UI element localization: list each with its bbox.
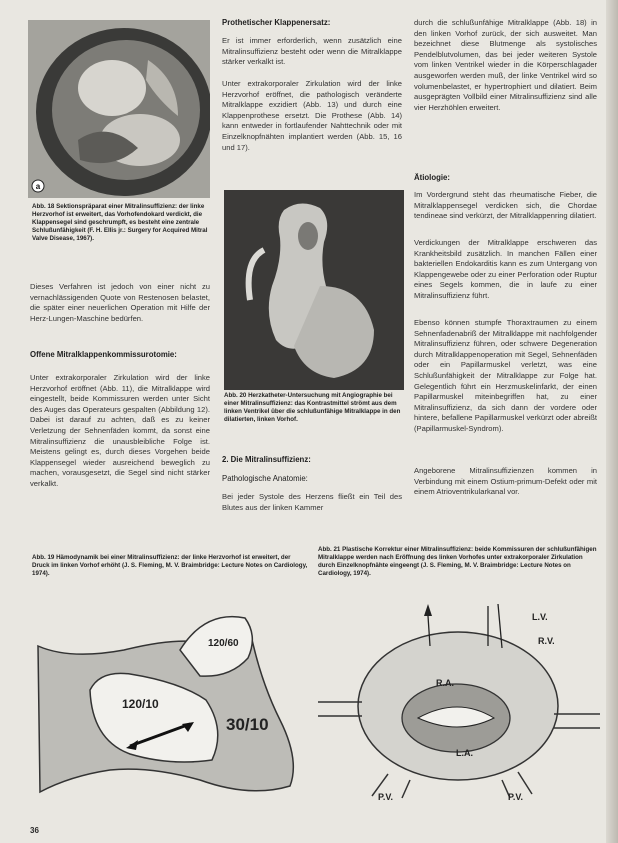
fig21-label-rv: R.V. xyxy=(538,636,555,646)
col2-paragraph-1: Er ist immer erforderlich, wenn zusätzlich eine Mitralinsuffizienz besteht oder wenn die Mitralklappe stärker verkalkt ist. xyxy=(222,36,402,67)
col3-paragraph-1: durch die schlußunfähige Mitralklappe (Abb. 18) in den linken Vorhof zurück, der sich ausweitet. Man bezeichnet diese Blutmenge als systolisches Pendelblutvolumen, das bei jeder weiteren Systole vom linken Ventrikel wieder in die Körperschlagader ausgeworfen werden muß, der linke Ventrikel wird so volumenbelastet, er hypertrophiert und dilatiert. Beim ausgeprägten Vollbild einer Mitralinsuffizienz sind alle vier Herzhöhlen erweitert. xyxy=(414,18,597,112)
col3-paragraph-5: Angeborene Mitralinsuffizienzen kommen in Verbindung mit einem Ostium-primum-Defekt oder mit einem Atrioventrikularkanal vor. xyxy=(414,466,597,497)
fig21-label-la: L.A. xyxy=(456,748,473,758)
fig19-diagram xyxy=(30,590,315,805)
page-number: 36 xyxy=(30,826,39,835)
mitral-repair-diagram xyxy=(318,586,604,808)
fig21-label-lv: L.V. xyxy=(532,612,548,622)
svg-text:a: a xyxy=(35,182,41,191)
fig19-label-pressure: 30/10 xyxy=(226,715,269,734)
col3-paragraph-3: Verdickungen der Mitralklappe erschweren das Krankheitsbild zusätzlich. In manchen Fällen einer bakteriellen Endokarditis kann es zum Untergang von Klappengewebe oder zu einer Perforation oder Ruptur eines Segels kommen, die in laufe zu einer Mitralinsuffizienz führt. xyxy=(414,238,597,300)
col2-paragraph-2: Unter extrakorporaler Zirkulation wird der linke Herzvorhof eröffnet, die pathologisch veränderte Mitralklappe exzidiert (Abb. 13) und durch eine Klappenprothese ersetzt. Die Prothese (Abb. 14) kann entweder in fortlaufender Nahttechnik oder mit Einzelknopfnähten implantiert werden (Abb. 15, 16 und 17). xyxy=(222,79,402,152)
col1-paragraph-1: Dieses Verfahren ist jedoch von einer nicht zu vernachlässigenden Quote von Restenosen belastet, die später einer neuerlichen Operation mit Hilfe der Herz-Lungen-Maschine bedürfen. xyxy=(30,282,210,323)
hemodynamics-diagram xyxy=(30,590,315,805)
fig20-angiogram xyxy=(224,190,404,390)
fig19-label-atrium: 120/60 xyxy=(208,638,239,649)
fig19-caption: Abb. 19 Hämodynamik bei einer Mitralinsuffizienz: der linke Herzvorhof ist erweitert, der Druck im linken Vorhof erhöht (J. S. Fleming, M. V. Braimbridge: Lecture Notes on Cardiology, 1974). xyxy=(32,554,308,577)
col1-paragraph-2: Unter extrakorporaler Zirkulation wird der linke Herzvorhof eröffnet (Abb. 11), die Mitralklappe wird eingestellt, beide Kommissuren werden unter Sicht des Auges das Operateurs gespalten (Abbildung 12). Dabei ist darauf zu achten, daß es zu keiner Verletzung der Sehnenfäden kommt, da sonst eine Mitralinsuffizienz die unausbleibliche Folge ist. Meistens gelingt es, durch dieses Vorgehen beide Klappensegel wieder ausreichend beweglich zu machen, vorausgesetzt, die Segel sind nicht stärker verkalkt. xyxy=(30,373,210,488)
col3-paragraph-4: Ebenso können stumpfe Thoraxtraumen zu einem Sehnenfadenabriß der Mitralklappe mit nachfolgender Mitralinsuffizienz führen, oder schwere Degeneration durch Mitralklappenoperation mit Segel, Sehnenfäden oder ein Papillarmuskel verletzt, was eine Schlußunfähigkeit der Mitralklappe zur Folge hat. Gelegentlich führt ein Herzmuskelinfarkt, der einen Papillarmuskel miteinbegriffen hat, zu einer Mitralinsuffizienz, da sich dann der vordere oder hintere, befallene Papillarmuskel verkürzt oder abreißt (Papillarmuskel-Syndrom). xyxy=(414,318,597,433)
section-heading-mitralinsuffizienz: 2. Die Mitralinsuffizienz: xyxy=(222,455,311,464)
angiogram-image xyxy=(224,190,404,390)
fig19-label-ventricle: 120/10 xyxy=(122,697,159,711)
col2-paragraph-3: Bei jeder Systole des Herzens fließt ein Teil des Blutes aus der linken Kammer xyxy=(222,492,402,512)
autopsy-specimen-image xyxy=(28,20,210,198)
fig18-photo xyxy=(28,20,210,198)
subheading-pathologische-anatomie: Pathologische Anatomie: xyxy=(222,474,308,483)
fig21-label-ra: R.A. xyxy=(436,678,454,688)
col2-heading: Prothetischer Klappenersatz: xyxy=(222,18,331,27)
fig21-caption: Abb. 21 Plastische Korrektur einer Mitralinsuffizienz: beide Kommissuren der schlußunfähigen Mitralklappe werden nach Eröffnung des linken Vorhofes unter extrakorporaler Zirkulation durch Einzelknopfnähte eingeengt (J. S. Fleming, M. V. Braimbridge: Lecture Notes on Cardiology, 1974). xyxy=(318,546,597,577)
fig20-caption: Abb. 20 Herzkatheter-Untersuchung mit Angiographie bei einer Mitralinsuffizienz: das Kontrastmittel strömt aus dem linken Ventrikel über die schlußunfähige Mitralklappe in den dilatierten, linken Vorhof. xyxy=(224,392,401,423)
col3-heading-aetiologie: Ätiologie: xyxy=(414,173,450,182)
fig21-label-pv-right: P.V. xyxy=(508,792,524,802)
fig21-diagram xyxy=(318,586,604,808)
fig21-label-pv-left: P.V. xyxy=(378,792,394,802)
col1-heading: Offene Mitralklappenkommissurotomie: xyxy=(30,350,177,359)
col3-paragraph-2: Im Vordergrund steht das rheumatische Fieber, die Mitralklappensegel verdicken sich, die Chordae tendineae sind verkürzt, der Mitralklappenring dilatiert. xyxy=(414,190,597,221)
fig18-caption: Abb. 18 Sektionspräparat einer Mitralinsuffizienz: der linke Herzvorhof ist erweitert, das Vorhofendokard verdickt, die Klappensegel sind geschrumpft, es besteht eine zentrale Schlußunfähigkeit (F. H. Ellis jr.: Surgery for Acquired Mitral Valve Disease, 1967). xyxy=(32,203,208,242)
page-edge-shadow xyxy=(606,0,618,843)
